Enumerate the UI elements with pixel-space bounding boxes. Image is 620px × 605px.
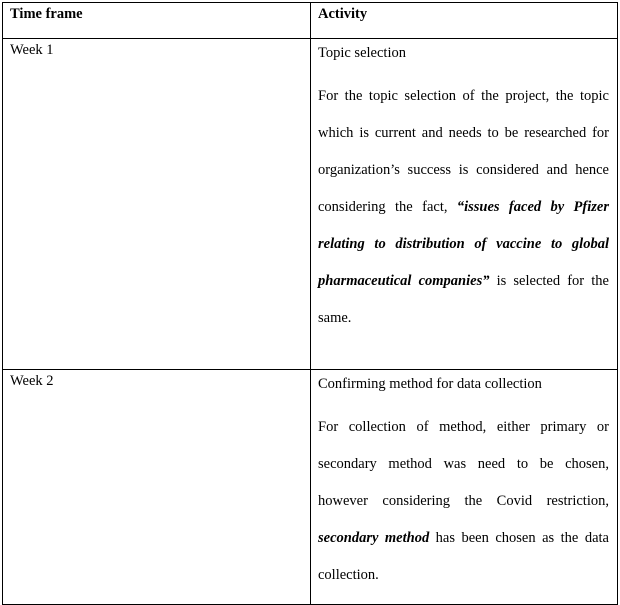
table-row — [3, 39, 618, 370]
activity-description: For the topic selection of the project, the topic which is current and needs to be researched for organization’s success is considered and hence considering the fact, “issues faced by Pfizer relating to distribution of vaccine to global pharmaceutical companies” is selected for the same. — [318, 88, 609, 326]
table-row — [3, 370, 618, 605]
timeframe-table — [2, 2, 618, 605]
activity-emphasis: secondary method — [318, 530, 430, 546]
time-frame-cell: Week 2 — [3, 370, 311, 605]
time-frame-cell: Week 1 — [3, 39, 311, 370]
header-activity: Activity — [311, 3, 618, 39]
activity-description: For collection of method, either primary or secondary method was need to be chosen, however considering the Covid restriction, secondary method has been chosen as the data collection. — [318, 419, 609, 583]
activity-cell — [311, 39, 618, 370]
header-time-frame: Time frame — [3, 3, 311, 39]
table-header-row — [3, 3, 618, 39]
activity-emphasis: “issues faced by Pfizer relating to distribution of vaccine to global pharmaceutical companies” — [318, 199, 609, 289]
activity-cell — [311, 370, 618, 605]
activity-title: Confirming method for data collection — [318, 376, 542, 392]
activity-title: Topic selection — [318, 45, 406, 61]
